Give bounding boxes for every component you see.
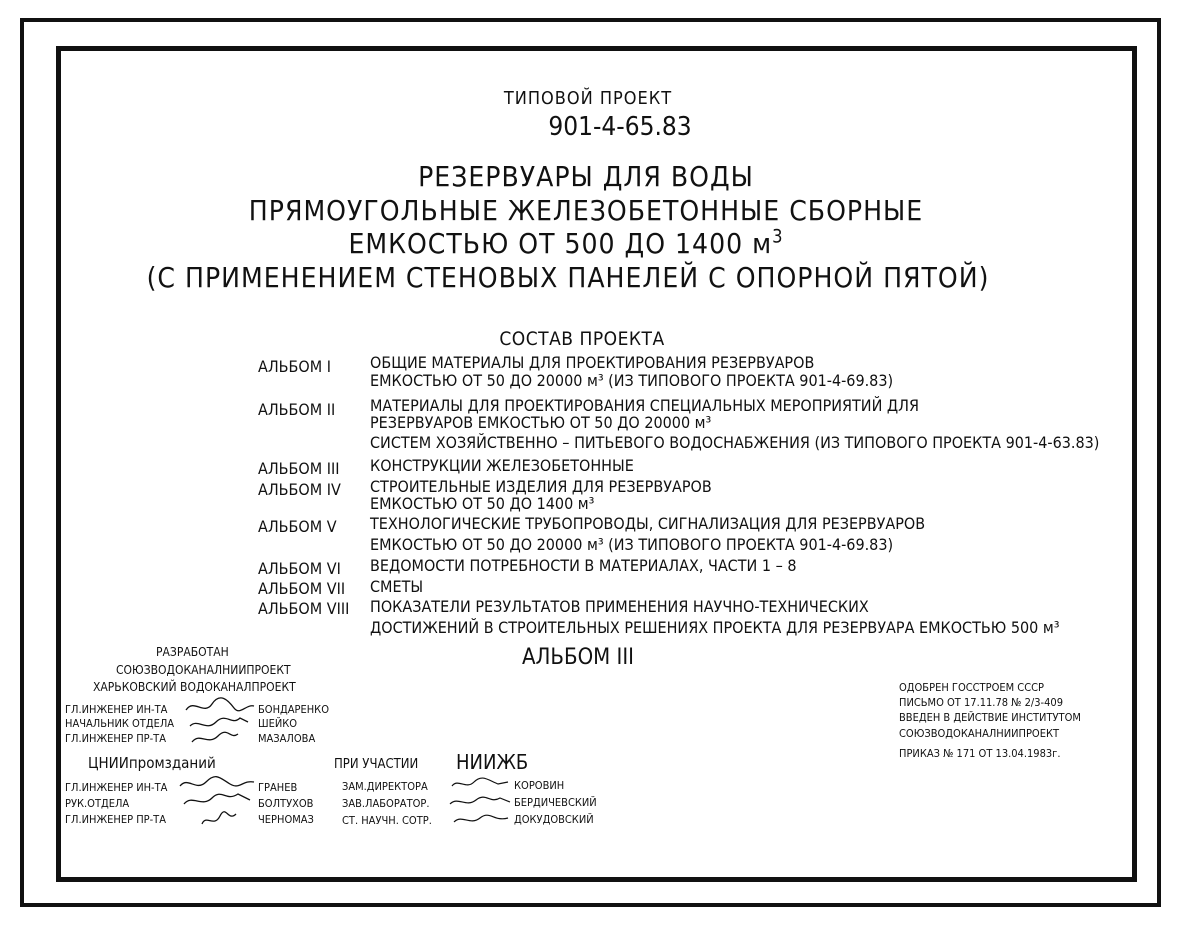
developer-org-2: ХАРЬКОВСКИЙ ВОДОКАНАЛПРОЕКТ: [93, 680, 296, 694]
approval-line-1: ОДОБРЕН ГОССТРОЕМ СССР: [899, 681, 1044, 694]
album-line: ЕМКОСТЬЮ ОТ 50 ДО 20000 м³ (ИЗ ТИПОВОГО ПРОЕКТА 901-4-69.83): [370, 371, 894, 390]
album-line: РЕЗЕРВУАРОВ ЕМКОСТЬЮ ОТ 50 ДО 20000 м³: [370, 413, 712, 432]
staff-name: КОРОВИН: [514, 779, 565, 792]
staff-role: ЗАМ.ДИРЕКТОРА: [342, 780, 428, 793]
album-label: АЛЬБОМ VII: [258, 579, 346, 598]
participation-label: ПРИ УЧАСТИИ: [334, 757, 419, 772]
album-line: ДОСТИЖЕНИЙ В СТРОИТЕЛЬНЫХ РЕШЕНИЯХ ПРОЕКТА ДЛЯ РЕЗЕРВУАРА ЕМКОСТЬЮ 500 м³: [370, 618, 1060, 637]
album-line: ПОКАЗАТЕЛИ РЕЗУЛЬТАТОВ ПРИМЕНЕНИЯ НАУЧНО-ТЕХНИЧЕСКИХ: [370, 597, 869, 616]
approval-line-3: ВВЕДЕН В ДЕЙСТВИЕ ИНСТИТУТОМ: [899, 711, 1081, 724]
album-line: ТЕХНОЛОГИЧЕСКИЕ ТРУБОПРОВОДЫ, СИГНАЛИЗАЦИЯ ДЛЯ РЕЗЕРВУАРОВ: [370, 514, 926, 533]
staff-name: ЧЕРНОМАЗ: [258, 813, 314, 826]
staff-role: ГЛ.ИНЖЕНЕР ПР-ТА: [65, 732, 166, 745]
developer-org-1: СОЮЗВОДОКАНАЛНИИПРОЕКТ: [116, 663, 291, 677]
album-line: СМЕТЫ: [370, 577, 424, 596]
type-label: ТИПОВОЙ ПРОЕКТ: [503, 88, 673, 109]
staff-role: ЗАВ.ЛАБОРАТОР.: [342, 797, 430, 810]
album-label: АЛЬБОМ IV: [258, 480, 341, 499]
niizhb-name: НИИЖБ: [456, 750, 529, 774]
signature-image: [448, 774, 514, 830]
album-line: МАТЕРИАЛЫ ДЛЯ ПРОЕКТИРОВАНИЯ СПЕЦИАЛЬНЫХ МЕРОПРИЯТИЙ ДЛЯ: [370, 396, 919, 415]
album-label: АЛЬБОМ I: [258, 357, 331, 376]
staff-name: ГРАНЕВ: [258, 781, 298, 794]
album-label: АЛЬБОМ VI: [258, 559, 341, 578]
staff-name: ШЕЙКО: [258, 717, 298, 730]
staff-role: ГЛ.ИНЖЕНЕР ПР-ТА: [65, 813, 166, 826]
staff-role: НАЧАЛЬНИК ОТДЕЛА: [65, 717, 175, 730]
current-album: АЛЬБОМ III: [521, 645, 635, 670]
staff-name: ДОКУДОВСКИЙ: [514, 813, 594, 826]
staff-name: БОНДАРЕНКО: [258, 703, 330, 716]
album-line: ЕМКОСТЬЮ ОТ 50 ДО 20000 м³ (ИЗ ТИПОВОГО ПРОЕКТА 901-4-69.83): [370, 535, 894, 554]
developer-heading: РАЗРАБОТАН: [156, 645, 229, 659]
signature-image: [176, 774, 260, 834]
album-line: ОБЩИЕ МАТЕРИАЛЫ ДЛЯ ПРОЕКТИРОВАНИЯ РЕЗЕРВУАРОВ: [370, 353, 815, 372]
album-label: АЛЬБОМ III: [258, 459, 340, 478]
staff-name: БОЛТУХОВ: [258, 797, 314, 810]
title-line-3: ЕМКОСТЬЮ ОТ 500 ДО 1400 $м^3$: [348, 226, 784, 260]
staff-role: ГЛ.ИНЖЕНЕР ИН-ТА: [65, 703, 168, 716]
album-line: ВЕДОМОСТИ ПОТРЕБНОСТИ В МАТЕРИАЛАХ, ЧАСТИ 1 – 8: [370, 556, 797, 575]
staff-role: РУК.ОТДЕЛА: [65, 797, 130, 810]
approval-line-2: ПИСЬМО ОТ 17.11.78 № 2/3-409: [899, 696, 1064, 709]
staff-role: СТ. НАУЧН. СОТР.: [342, 814, 432, 827]
album-label: АЛЬБОМ VIII: [258, 599, 350, 618]
album-label: АЛЬБОМ V: [258, 517, 337, 536]
album-line: КОНСТРУКЦИИ ЖЕЛЕЗОБЕТОННЫЕ: [370, 456, 634, 475]
staff-role: ГЛ.ИНЖЕНЕР ИН-ТА: [65, 781, 168, 794]
staff-name: МАЗАЛОВА: [258, 732, 316, 745]
approval-line-5: ПРИКАЗ № 171 ОТ 13.04.1983г.: [899, 747, 1061, 760]
album-line: СИСТЕМ ХОЗЯЙСТВЕННО – ПИТЬЕВОГО ВОДОСНАБЖЕНИЯ (ИЗ ТИПОВОГО ПРОЕКТА 901-4-63.83): [370, 433, 1100, 452]
title-line-4: (С ПРИМЕНЕНИЕМ СТЕНОВЫХ ПАНЕЛЕЙ С ОПОРНОЙ ПЯТОЙ): [146, 261, 990, 294]
approval-line-4: СОЮЗВОДОКАНАЛНИИПРОЕКТ: [899, 727, 1060, 740]
title-line-1: РЕЗЕРВУАРЫ ДЛЯ ВОДЫ: [418, 160, 754, 193]
title-line-2: ПРЯМОУГОЛЬНЫЕ ЖЕЛЕЗОБЕТОННЫЕ СБОРНЫЕ: [248, 194, 924, 227]
project-code: 901-4-65.83: [548, 112, 692, 142]
staff-name: БЕРДИЧЕВСКИЙ: [514, 796, 597, 809]
album-line: ЕМКОСТЬЮ ОТ 50 ДО 1400 м³: [370, 494, 595, 513]
tsnii-heading: ЦНИИпромзданий: [88, 754, 216, 772]
signature-image: [182, 696, 260, 750]
album-label: АЛЬБОМ II: [258, 400, 336, 419]
album-line: СТРОИТЕЛЬНЫЕ ИЗДЕЛИЯ ДЛЯ РЕЗЕРВУАРОВ: [370, 477, 712, 496]
composition-heading: СОСТАВ ПРОЕКТА: [499, 328, 665, 350]
